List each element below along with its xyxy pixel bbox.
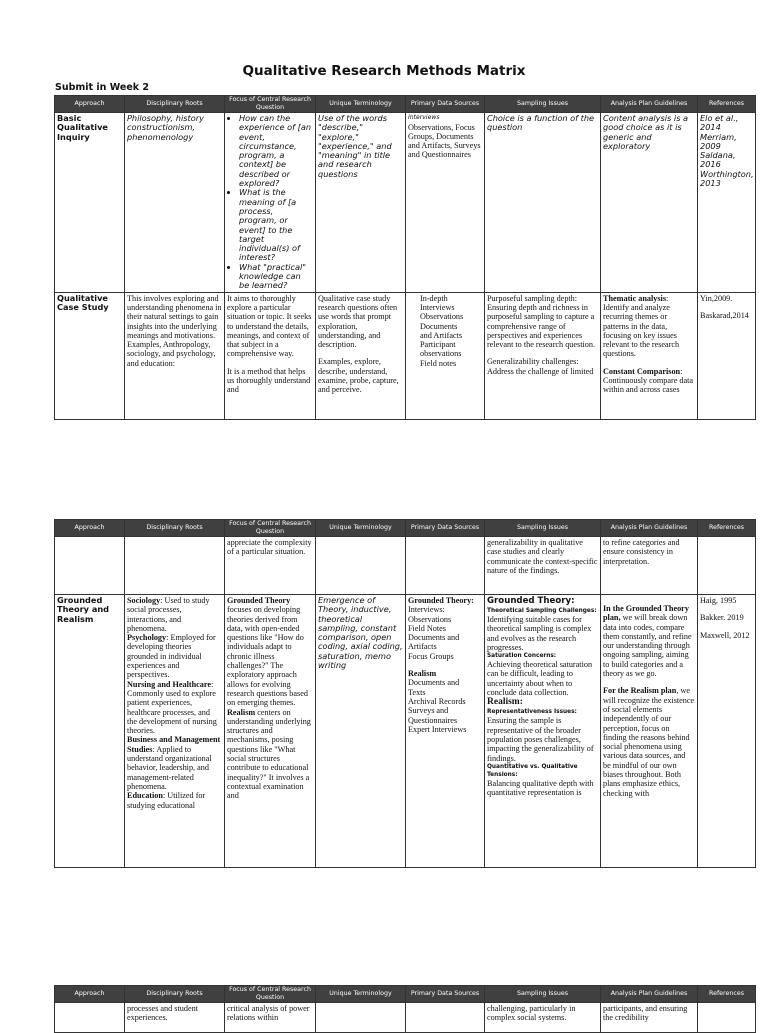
roots-heading: Business and Management Studies: [127, 735, 221, 754]
approach-cell: [55, 1003, 125, 1033]
source-item: Surveys and: [408, 706, 449, 716]
sampling-title: Grounded Theory: [487, 596, 572, 606]
roots-text: : Applied to understand organizational behavior, leadership, and management-related phenomena.: [127, 744, 212, 791]
source-item: observations: [420, 349, 462, 359]
table-row-continued: [55, 1003, 756, 1033]
focus-paragraph: It aims to thoroughly explore a particular situation or topic. It seeks to understand the details, meanings, and context of that subject in a comprehensive way.: [227, 293, 312, 359]
analysis-cell: Content analysis is a good choice as it is generic and exploratory: [601, 113, 698, 293]
sources-heading: Realism: [408, 669, 437, 679]
approach-cell: Grounded Theory and Realism: [55, 595, 125, 868]
terminology-paragraph: Examples, explore, describe, understand, examine, probe, capture, and perceive.: [318, 357, 399, 395]
roots-heading: Education: [127, 791, 163, 801]
roots-text: : Used to study social processes, interactions, and phenomena.: [127, 596, 210, 633]
header-sampling: Sampling Issues: [485, 96, 601, 113]
roots-cell: [125, 595, 225, 868]
matrix-table-page2: [54, 519, 756, 868]
header-row: [55, 96, 756, 113]
source-item: Expert Interviews: [408, 724, 467, 734]
reference-item: Maxwell, 2012: [700, 630, 750, 640]
sampling-subheading: Representativeness Issues:: [487, 709, 577, 716]
focus-question: • What is the meaning of [a process, program, or event] to the target individual(s) of interest?: [239, 188, 313, 262]
roots-text: : Employed for developing theories grounded in individual experiences and perspectives.: [127, 633, 216, 680]
terminology-cell: Emergence of Theory, inductive, theoretical sampling, constant comparison, open coding, axial coding, saturation, memo writing: [316, 595, 406, 868]
reference-item: Saldana, 2016: [700, 150, 736, 170]
roots-text: : Utilized for studying educational: [127, 791, 206, 810]
header-data-sources: Primary Data Sources: [406, 986, 485, 1003]
sampling-text: Achieving theoretical saturation can be difficult, leading to uncertainty about when to conclude data collection.: [487, 660, 593, 698]
analysis-heading: For the Realism plan: [603, 686, 677, 696]
focus-question: • How can the experience of [an event, circumstance, program, a context] be described or explored?: [239, 114, 313, 188]
references-cell: [698, 1003, 756, 1033]
source-item: Participant: [420, 340, 456, 350]
header-references: References: [698, 520, 756, 537]
header-row: [55, 986, 756, 1003]
source-item: Field Notes: [408, 623, 446, 633]
analysis-text: we will break down data into codes, compare them constantly, and refine our understanding through ongoing sampling, aiming to build categories and a theory as we go.: [603, 613, 692, 679]
analysis-text: , we will recognize the existence of social elements independently of our perception, focus on finding the reasons behind social phenomena using various data sources, and be mindful of our own biases throughout. Both plans emphasize ethics, checking with: [603, 686, 695, 798]
sampling-cell: Grounded Theory: Theoretical Sampling Challenges: Identifying suitable cases for theoretical sampling is complex and evolves as the research progresses. Saturation Concerns: Achieving theoretical saturation can be difficult, leading to uncertainty about when to conclude data collection. Realism: Representativeness Issues: Ensuring the sample is representative of the broader population poses challenges, impacting the generalizability of findings. Quantitative vs. Qualitative Tensions: Balancing qualitative depth with quantitative representation is: [485, 595, 601, 868]
header-terminology: Unique Terminology: [316, 96, 406, 113]
reference-item: Bakker. 2019: [700, 613, 744, 623]
source-item: Observations: [420, 312, 464, 322]
references-cell: [698, 292, 756, 419]
references-cell: [698, 113, 756, 293]
focus-text: centers on understanding underlying structures and mechanisms, posing questions like "What social structures contribute to educational inequality?" It involves a contextual examination and: [227, 707, 311, 801]
source-item: Documents and: [408, 678, 460, 688]
focus-cell: [225, 113, 316, 293]
source-item: Field notes: [420, 358, 457, 368]
terminology-cell: [316, 1003, 406, 1033]
sampling-text: Balancing qualitative depth with quantitative representation is: [487, 778, 594, 798]
header-analysis: Analysis Plan Guidelines: [601, 96, 698, 113]
focus-cell: appreciate the complexity of a particular situation.: [225, 537, 316, 595]
document-subtitle: Submit in Week 2: [55, 82, 149, 93]
header-data-sources: Primary Data Sources: [406, 96, 485, 113]
sampling-text: Ensuring the sample is representative of the broader population poses challenges, impacting the generalizability of findings.: [487, 716, 594, 763]
document-title: Qualitative Research Methods Matrix: [242, 63, 526, 79]
sampling-subheading: Quantitative vs. Qualitative Tensions:: [487, 763, 578, 778]
table-row-continued: [55, 537, 756, 595]
analysis-heading: In the Grounded Theory plan,: [603, 604, 689, 623]
header-row: [55, 520, 756, 537]
header-terminology: Unique Terminology: [316, 520, 406, 537]
focus-heading: Grounded Theory: [227, 596, 291, 605]
analysis-text: : Continuously compare data within and across cases: [603, 366, 694, 395]
source-item: Texts: [408, 687, 426, 697]
focus-heading: Realism: [227, 707, 256, 717]
sampling-subheading: Theoretical Sampling Challenges:: [487, 608, 597, 614]
header-focus: Focus of Central Research Question: [225, 520, 316, 537]
sampling-cell: [485, 292, 601, 419]
source-item: Focus Groups: [408, 651, 454, 661]
terminology-cell: [316, 292, 406, 419]
sampling-paragraph: Generalizability challenges: Address the challenge of limited: [487, 357, 594, 376]
focus-text: focuses on developing theories derived from data, with open-ended questions like "How do individuals adapt to chronic illness challenges?" The exploratory approach allows for evolving research questions based on emerging themes.: [227, 605, 308, 708]
focus-cell: [225, 292, 316, 419]
header-disciplinary-roots: Disciplinary Roots: [125, 96, 225, 113]
header-approach: Approach: [55, 986, 125, 1003]
reference-item: Worthington, 2013: [700, 168, 754, 189]
matrix-table-page1: [54, 95, 756, 420]
sources-cell: Grounded Theory: Interviews: Observations Field Notes Documents and Artifacts Focus Groups Realism Documents and Texts Archival Records Surveys and Questionnaires Expert Interviews: [406, 595, 485, 868]
reference-item: Merriam, 2009: [700, 131, 737, 151]
analysis-cell: [601, 292, 698, 419]
focus-question: • What "practical" knowledge can be learned?: [239, 263, 313, 291]
reference-item: Yin,2009.: [700, 293, 733, 303]
header-approach: Approach: [55, 520, 125, 537]
analysis-cell: [601, 595, 698, 868]
terminology-cell: Use of the words "describe," "explore," "experience," and "meaning" in title and research questions: [316, 113, 406, 293]
references-cell: [698, 595, 756, 868]
table-row-basic-qualitative: [55, 113, 756, 293]
analysis-cell: participants, and ensuring the credibility: [601, 1003, 698, 1033]
sources-cell: [406, 537, 485, 595]
reference-item: Baskarad,2014: [700, 310, 749, 320]
table-row-grounded-theory: [55, 595, 756, 868]
header-data-sources: Primary Data Sources: [406, 520, 485, 537]
roots-heading: Psychology: [127, 633, 167, 643]
sources-heading: Grounded Theory: [408, 596, 472, 605]
source-item: Artifacts: [408, 642, 437, 652]
header-disciplinary-roots: Disciplinary Roots: [125, 986, 225, 1003]
source-item: Documents: [420, 321, 458, 331]
analysis-heading: Constant Comparison: [603, 366, 681, 376]
header-focus: Focus of Central Research Question: [225, 986, 316, 1003]
header-disciplinary-roots: Disciplinary Roots: [125, 520, 225, 537]
approach-cell: [55, 537, 125, 595]
source-item: Observations: [408, 614, 452, 624]
sources-cell: [406, 292, 485, 419]
roots-heading: Nursing and Healthcare: [127, 679, 212, 689]
reference-item: Elo et al., 2014: [700, 113, 739, 133]
source-item: Documents and: [408, 633, 460, 643]
reference-item: Haig, 1995: [700, 596, 737, 605]
source-item: Archival Records: [408, 696, 466, 706]
focus-cell: critical analysis of power relations within: [225, 1003, 316, 1033]
header-analysis: Analysis Plan Guidelines: [601, 520, 698, 537]
analysis-text: : Identify and analyze recurring themes or patterns in the data, focusing on key issues relevant to the research questions.: [603, 293, 680, 359]
sources-text: Observations, Focus Groups, Documents and Artifacts, Surveys and Questionnaires: [408, 122, 481, 160]
focus-cell: [225, 595, 316, 868]
sources-cell: [406, 1003, 485, 1033]
header-terminology: Unique Terminology: [316, 986, 406, 1003]
header-approach: Approach: [55, 96, 125, 113]
analysis-heading: Thematic analysis: [603, 293, 667, 303]
source-item: Interviews:: [408, 605, 445, 615]
analysis-cell: to refine categories and ensure consistency in interpretation.: [601, 537, 698, 595]
roots-heading: Sociology: [127, 596, 161, 605]
header-analysis: Analysis Plan Guidelines: [601, 986, 698, 1003]
source-item: In-depth: [420, 293, 448, 303]
sources-cell: [406, 113, 485, 293]
terminology-paragraph: Qualitative case study research questions often use words that prompt exploration, understanding, and description.: [318, 293, 398, 350]
header-references: References: [698, 96, 756, 113]
approach-cell: Basic Qualitative Inquiry: [55, 113, 125, 293]
source-item: and Artifacts: [420, 330, 463, 340]
sampling-subheading: Saturation Concerns:: [487, 653, 557, 660]
matrix-table-page3: [54, 985, 756, 1033]
sampling-paragraph: Purposeful sampling depth: Ensuring depth and richness in purposeful sampling to capture a comprehensive range of perspectives and experiences relevant to the research question.: [487, 293, 595, 350]
header-references: References: [698, 986, 756, 1003]
roots-text: : Commonly used to explore patient experiences, healthcare processes, and the development of nursing theories.: [127, 679, 217, 736]
sampling-text: Identifying suitable cases for theoretical sampling is complex and evolves as the research progresses.: [487, 615, 592, 652]
table-row-case-study: [55, 292, 756, 419]
sampling-cell: Choice is a function of the question: [485, 113, 601, 293]
roots-cell: [125, 537, 225, 595]
header-sampling: Sampling Issues: [485, 520, 601, 537]
source-item: Interviews: [420, 302, 455, 312]
focus-paragraph: It is a method that helps us thoroughly understand and: [227, 366, 311, 395]
roots-cell: processes and student experiences.: [125, 1003, 225, 1033]
sampling-cell: generalizability in qualitative case studies and clearly communicate the context-specific nature of the findings.: [485, 537, 601, 595]
source-item: Questionnaires: [408, 715, 458, 725]
sampling-title: Realism: [487, 697, 520, 708]
references-cell: [698, 537, 756, 595]
roots-cell: This involves exploring and understanding phenomena in their natural settings to gain insights into the underlying meanings and motivations. Examples, Anthropology, sociology, and psychology, and education:: [125, 292, 225, 419]
sources-label: Interviews: [408, 114, 440, 121]
roots-cell: Philosophy, history constructionism, phenomenology: [125, 113, 225, 293]
approach-cell: Qualitative Case Study: [55, 292, 125, 419]
sampling-cell: challenging, particularly in complex social systems.: [485, 1003, 601, 1033]
header-sampling: Sampling Issues: [485, 986, 601, 1003]
header-focus: Focus of Central Research Question: [225, 96, 316, 113]
terminology-cell: [316, 537, 406, 595]
